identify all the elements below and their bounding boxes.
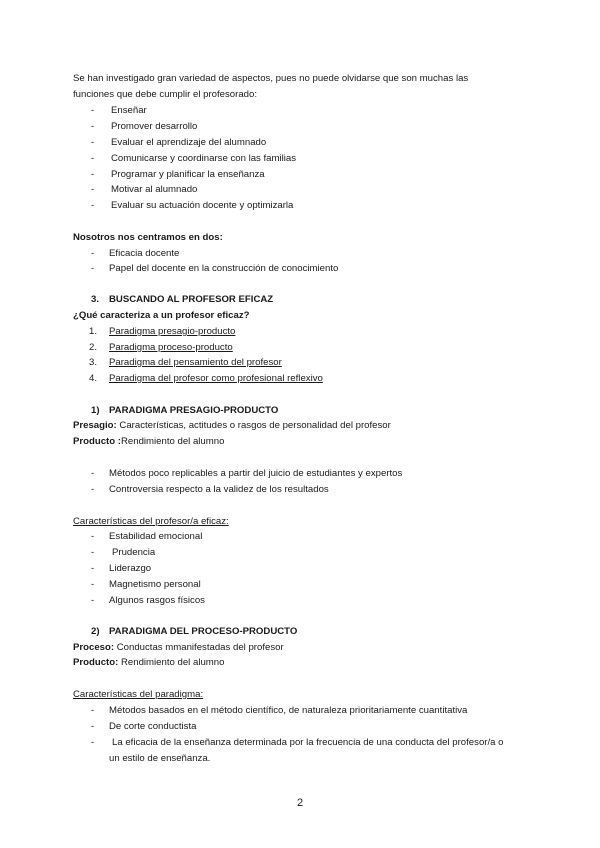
proceso-definition: Proceso: Conductas mmanifestadas del profesor [73,642,284,653]
presagio-number: 1) [91,405,100,416]
intro-line-2: funciones que debe cumplir el profesorado: [73,89,257,100]
producto-definition: Producto :Rendimiento del alumno [73,436,225,447]
intro-line-1: Se han investigado gran variedad de aspectos, pues no puede olvidarse que son muchas las [73,73,469,84]
dash-bullet: - [91,547,95,558]
dash-bullet: - [91,184,95,195]
paradigm-link[interactable]: Paradigma del pensamiento del profesor [109,357,282,368]
dash-bullet: - [91,200,95,211]
proceso-title: PARADIGMA DEL PROCESO-PRODUCTO [109,626,298,637]
paradigm-link[interactable]: Paradigma del profesor como profesional reflexivo [109,373,323,384]
dash-bullet: - [91,105,95,116]
dash-bullet: - [91,248,95,259]
features-heading: Características del paradigma: [73,689,204,700]
dash-bullet: - [91,121,95,132]
dash-bullet: - [91,705,95,716]
dash-bullet: - [91,484,95,495]
page-number: 2 [296,797,304,809]
document-page: Se han investigado gran variedad de aspectos, pues no puede olvidarse que son muchas las funciones que debe cumplir el profesorado: - Enseñar - Promover desarrollo - Evaluar el aprendizaje del alumnado - Comunicarse y coordinarse con las familias - Programar y planificar la enseñanza - Motivar al alumnado - Evaluar su actuación docente y optimizarla Nosotros nos centramos en dos: - Eficacia docente - Papel del docente en la construcción de conocimiento 3. BUSCANDO AL PROFESOR EFICAZ ¿Qué caracteriza a un profesor eficaz? 1. Paradigma presagio-producto 2. Paradigma proceso-producto 3. Paradigma del pensamiento del profesor 4. Paradigma del profesor como profesional reflexivo 1) PARADIGMA PRESAGIO-PRODUCTO Presagio: Características, actitudes o rasgos de personalidad del profesor Producto :Rendimiento del alumno - Métodos poco replicables a partir del juicio de estudiantes y expertos - Controversia respecto a la validez de los resultados Características del profesor/a eficaz: - Estabilidad emocional - Prudencia - Liderazgo - Magnetismo personal - Algunos rasgos físicos 2) PARADIGMA DEL PROCESO-PRODUCTO Proceso: Conductas mmanifestadas del profesor Producto: Rendimiento del alumno Características del paradigma: - Métodos basados en el método científico, de naturaleza prioritariamente cuantitativa - De corte conductista - La eficacia de la enseñanza determinada por la frecuencia de una conducta del profesor/a o un estilo de enseñanza. 2 [0,0,600,848]
dash-bullet: - [91,579,95,590]
traits-heading: Características del profesor/a eficaz: [73,516,229,527]
dash-bullet: - [91,563,95,574]
dash-bullet: - [91,263,95,274]
dash-bullet: - [91,595,95,606]
dash-bullet: - [91,169,95,180]
dash-bullet: - [91,721,95,732]
section-3-number: 3. [91,294,100,305]
dash-bullet: - [91,137,95,148]
dash-bullet: - [91,531,95,542]
proceso-number: 2) [91,626,100,637]
paradigm-link[interactable]: Paradigma presagio-producto [109,326,236,337]
dash-bullet: - [91,153,95,164]
dash-bullet: - [91,468,95,479]
section-3-title: BUSCANDO AL PROFESOR EFICAZ [109,294,274,305]
focus-heading: Nosotros nos centramos en dos: [73,232,223,243]
list-item-continuation: un estilo de enseñanza. [109,753,211,764]
producto-definition: Producto: Rendimiento del alumno [73,657,225,668]
section-3-question: ¿Qué caracteriza a un profesor eficaz? [73,310,250,321]
paradigm-link[interactable]: Paradigma proceso-producto [109,342,233,353]
presagio-title: PARADIGMA PRESAGIO-PRODUCTO [109,405,279,416]
presagio-definition: Presagio: Características, actitudes o rasgos de personalidad del profesor [73,420,391,431]
dash-bullet: - [91,737,95,748]
